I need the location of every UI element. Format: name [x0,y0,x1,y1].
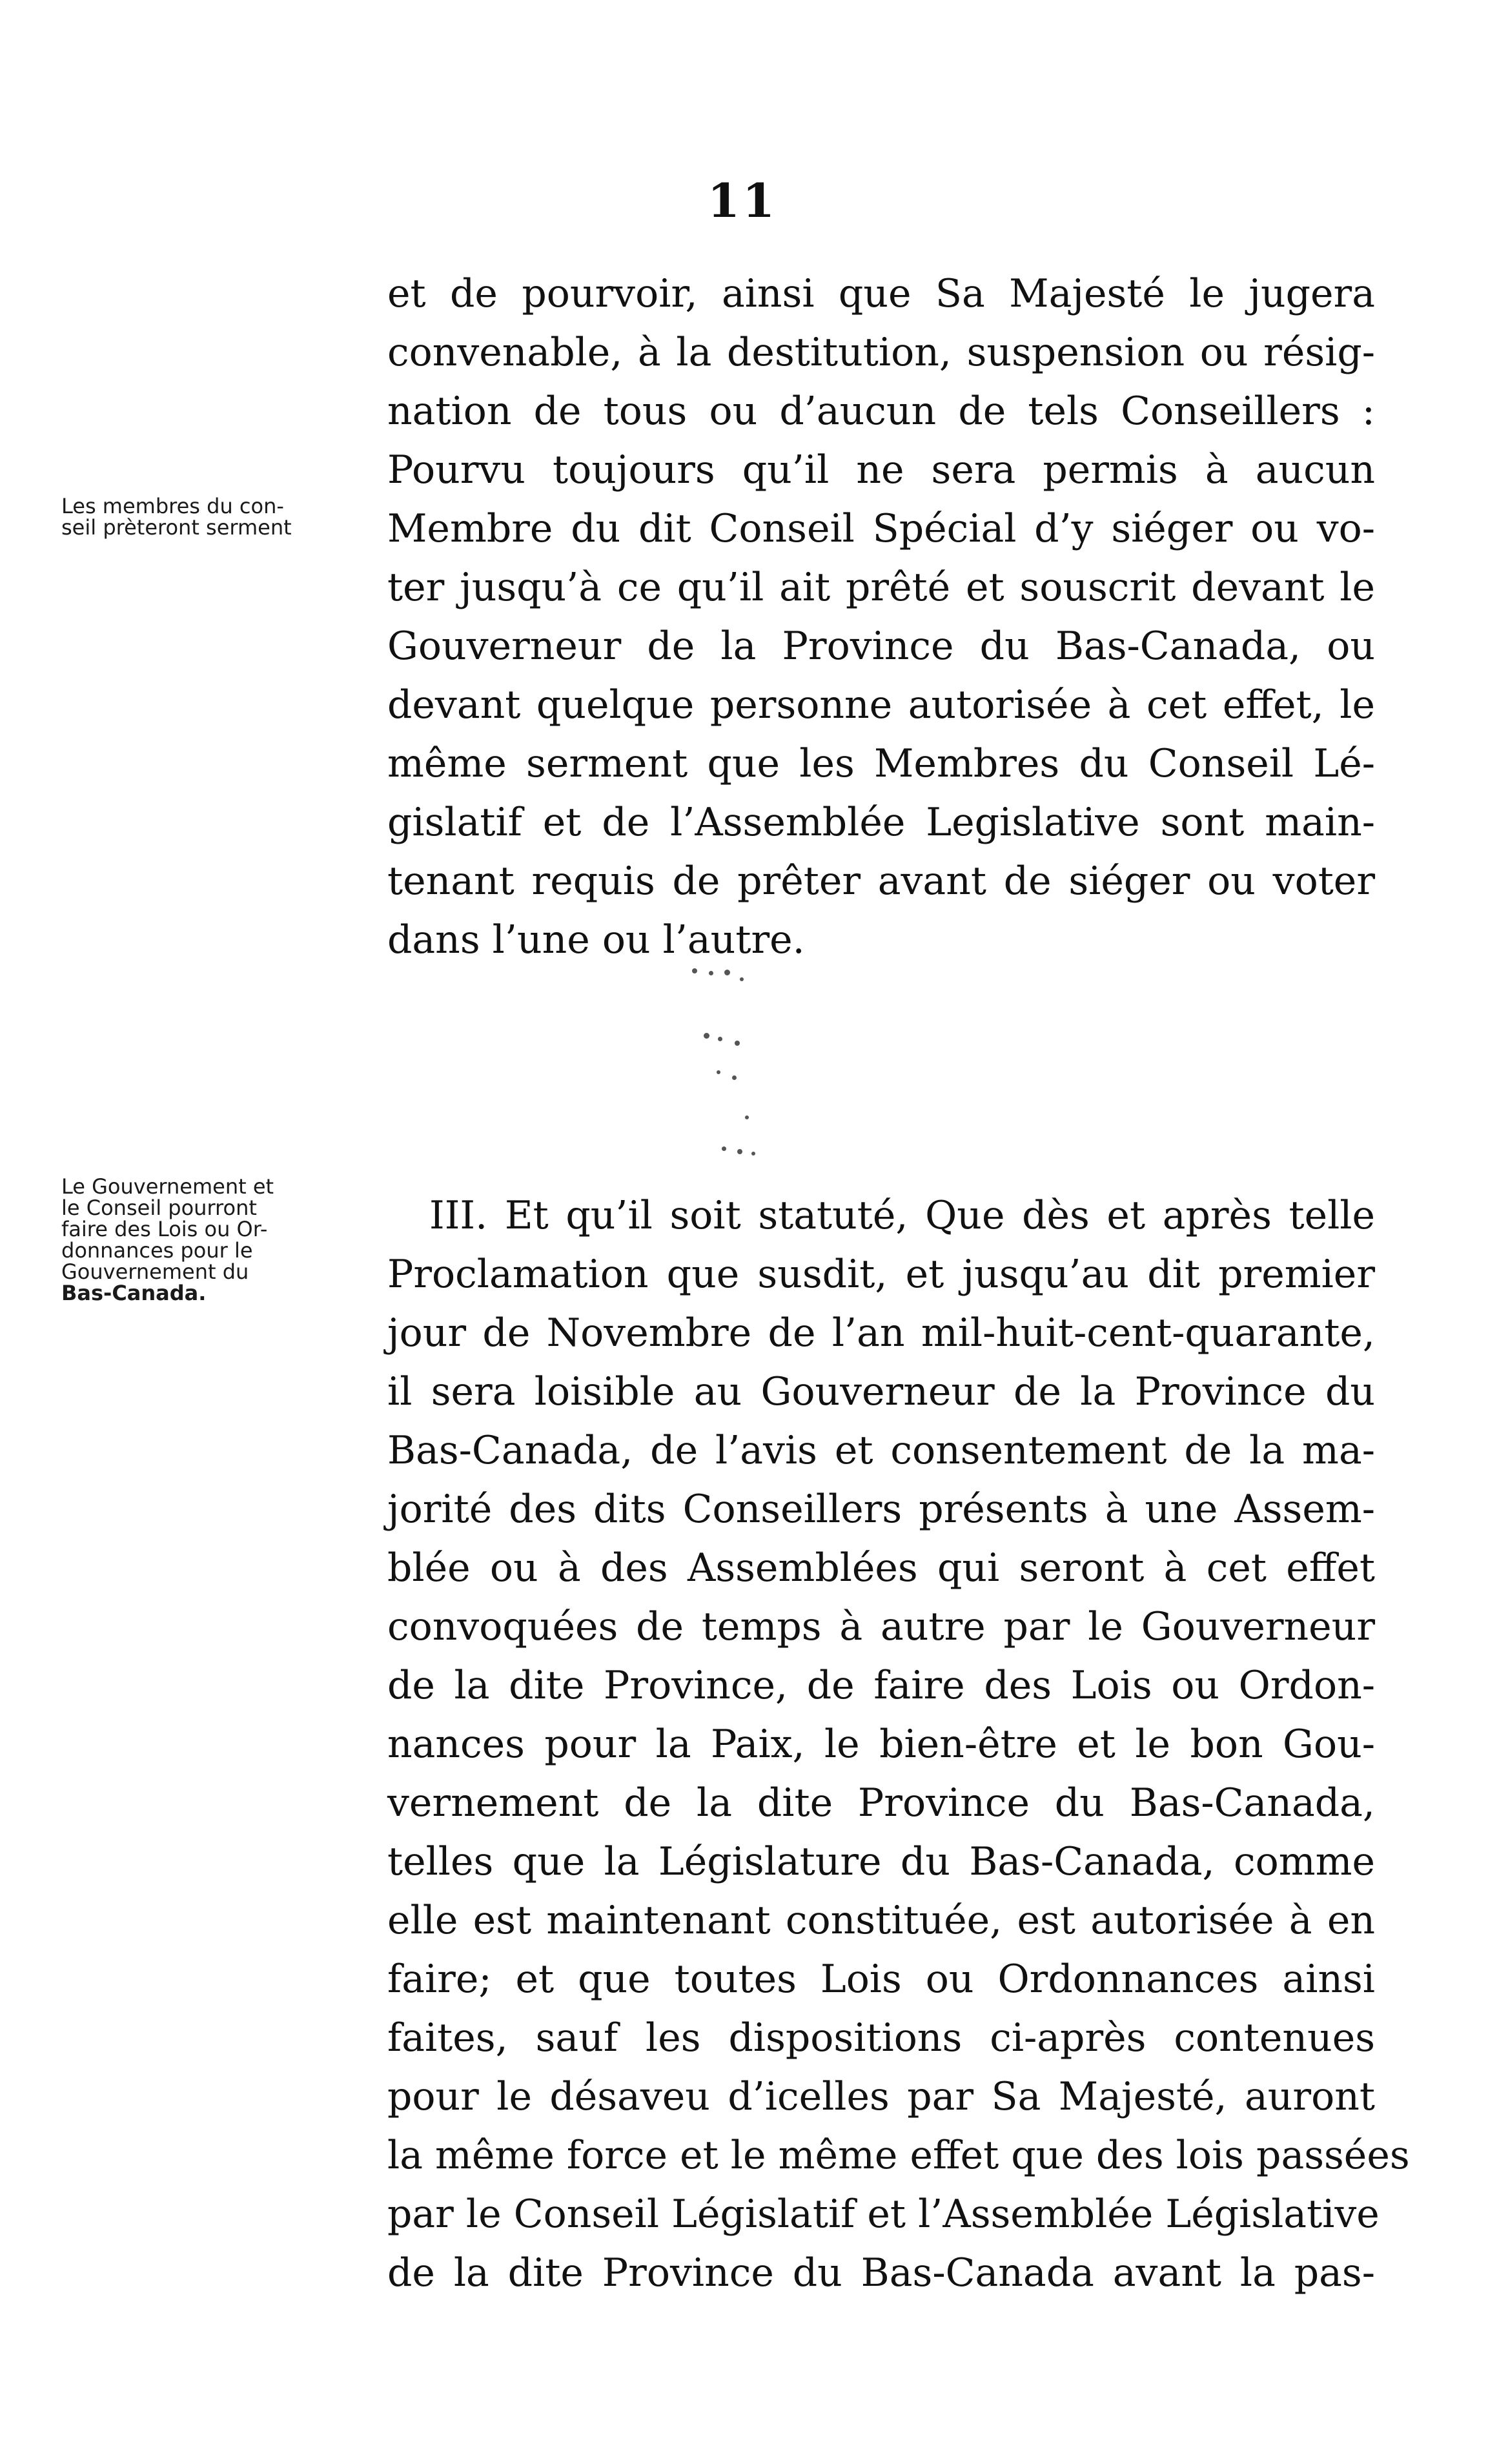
text-line: Membre du dit Conseil Spécial d’y siéger ou vo- [387,506,1375,551]
text-line: par le Conseil Législatif et l’Assemblée Législative [387,2192,1380,2237]
text-line: de la dite Province, de faire des Lois ou Ordon- [387,1663,1375,1708]
margin-note-line: Bas-Canada. [61,1281,207,1305]
margin-note-line: Les membres du con- [61,494,284,518]
margin-note-oath [61,496,292,538]
margin-note-line: seil prèteront serment [61,515,292,540]
text-line: tenant requis de prêter avant de siéger ou voter [387,859,1375,904]
text-line: telles que la Législature du Bas-Canada, comme [387,1839,1375,1884]
text-line: convoquées de temps à autre par le Gouverneur [387,1604,1375,1649]
text-line: et de pourvoir, ainsi que Sa Majesté le jugera [387,271,1375,316]
text-line: faites, sauf les dispositions ci-après contenues [387,2015,1375,2061]
text-line: gislatif et de l’Assemblée Legislative sont main- [387,800,1375,845]
text-line: faire; et que toutes Lois ou Ordonnances ainsi [387,1957,1375,2002]
margin-note-line: Gouvernement du [61,1259,249,1284]
text-line: de la dite Province du Bas-Canada avant la pas- [387,2250,1375,2296]
text-line: jorité des dits Conseillers présents à une Assem- [387,1487,1375,1532]
text-line: blée ou à des Assemblées qui seront à cet effet [387,1545,1375,1591]
text-line: dans l’une ou l’autre. [387,917,805,962]
text-line: ter jusqu’à ce qu’il ait prêté et souscrit devant le [387,565,1375,610]
paragraph-1 [387,265,1375,970]
text-line: Gouverneur de la Province du Bas-Canada, ou [387,624,1375,669]
text-line: même serment que les Membres du Conseil Lé- [387,741,1375,786]
text-line: vernement de la dite Province du Bas-Canada, [387,1780,1375,1826]
page-number: 11 [707,173,778,228]
text-line: Pourvu toujours qu’il ne sera permis à aucun [387,447,1375,493]
text-line: Proclamation que susdit, et jusqu’au dit premier [387,1252,1375,1297]
text-line: Bas-Canada, de l’avis et consentement de la ma- [387,1428,1375,1473]
margin-note-line: Le Gouvernement et [61,1174,274,1199]
text-line: III. Et qu’il soit statuté, Que dès et après telle [429,1193,1375,1238]
text-line: la même force et le même effet que des lois passées [387,2133,1410,2178]
text-line: il sera loisible au Gouverneur de la Province du [387,1369,1375,1414]
text-line: convenable, à la destitution, suspension ou résig- [387,330,1375,375]
faded-ornament [678,955,794,1162]
text-line: jour de Novembre de l’an mil-huit-cent-quarante, [387,1310,1375,1356]
text-line: elle est maintenant constituée, est autorisée à en [387,1898,1375,1943]
text-line: devant quelque personne autorisée à cet effet, le [387,682,1375,728]
margin-note-laws [61,1176,274,1304]
paragraph-2 [387,1186,1410,2303]
margin-note-line: le Conseil pourront [61,1196,257,1220]
text-line: nances pour la Paix, le bien-être et le bon Gou- [387,1722,1375,1767]
margin-note-line: donnances pour le [61,1238,253,1263]
text-line: nation de tous ou d’aucun de tels Conseillers : [387,389,1375,434]
text-line: pour le désaveu d’icelles par Sa Majesté, auront [387,2074,1375,2119]
margin-note-line: faire des Lois ou Or- [61,1217,268,1241]
